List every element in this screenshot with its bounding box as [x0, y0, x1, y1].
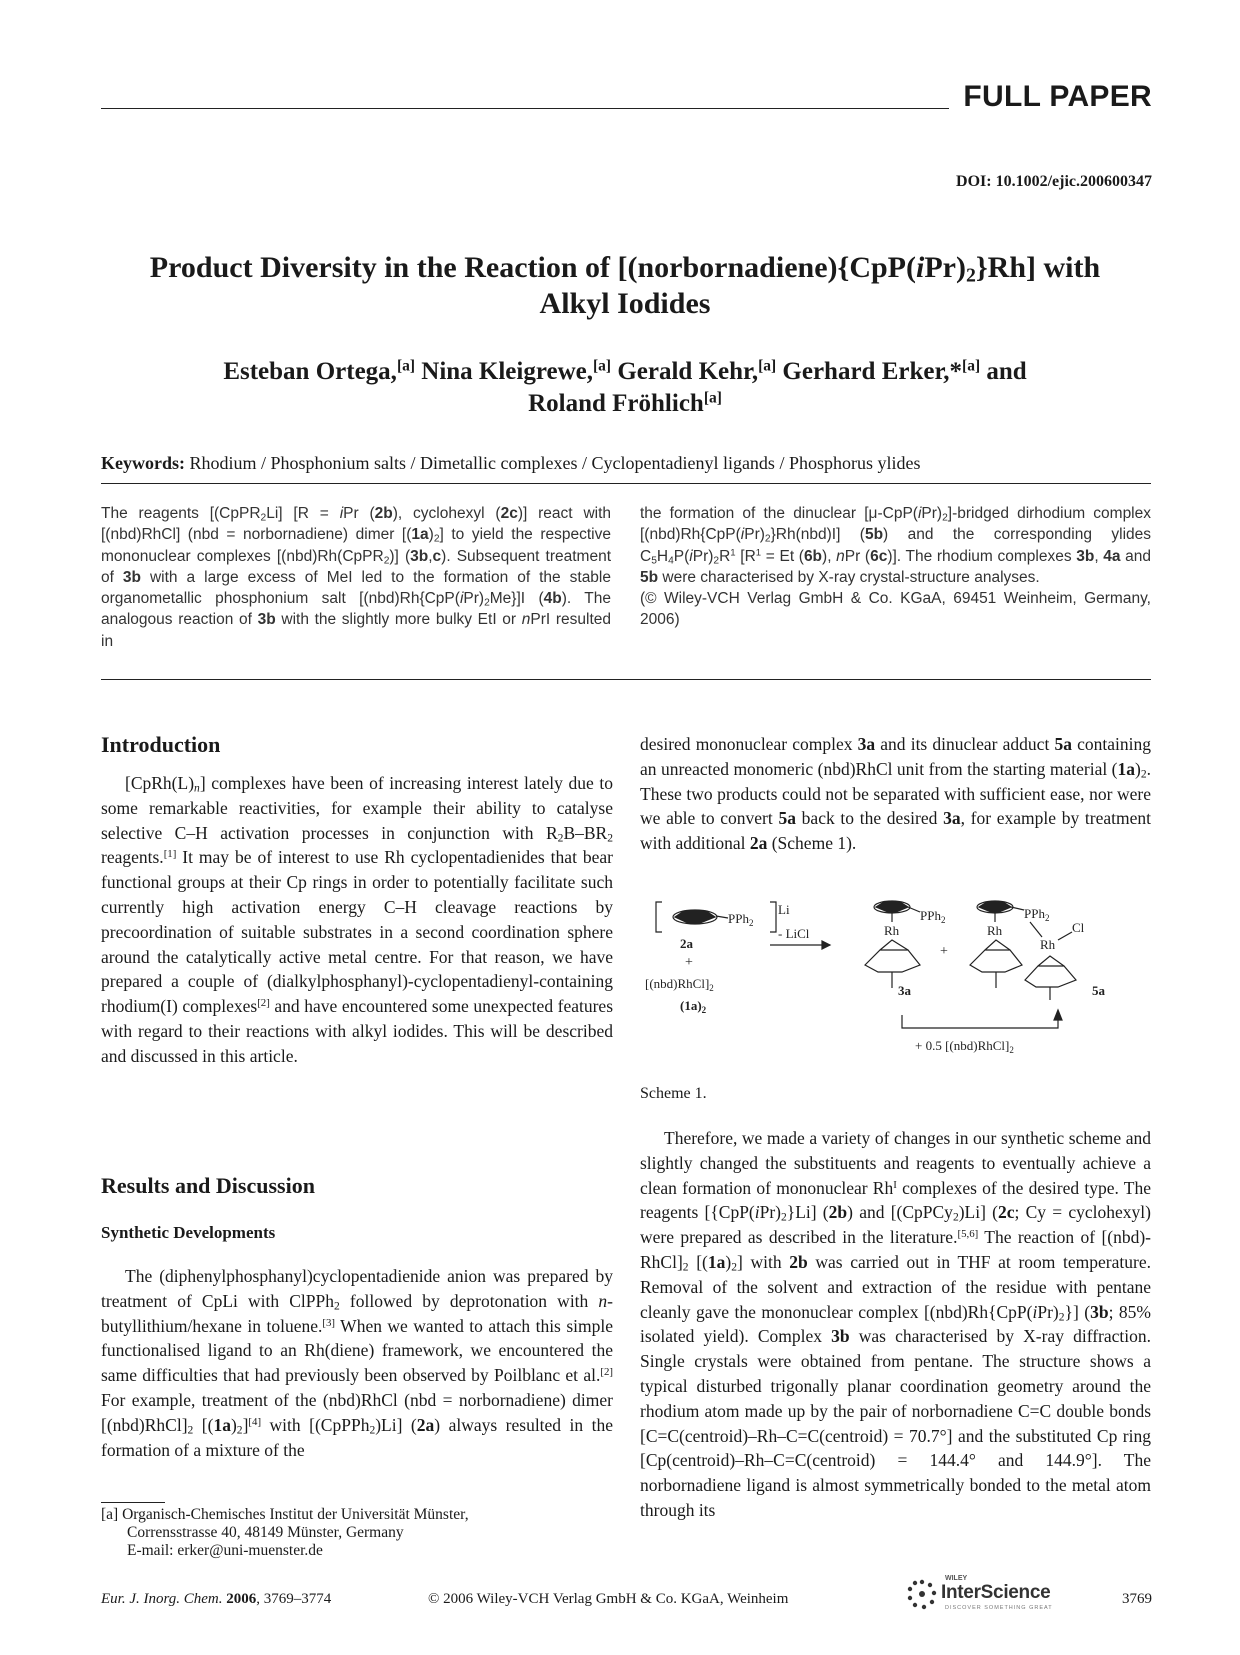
- section-label: FULL PAPER: [963, 80, 1152, 113]
- abstract-rule: [101, 679, 1151, 680]
- footnote-rule: [101, 1502, 165, 1503]
- pph2-label: PPh: [728, 911, 749, 926]
- keywords: [101, 453, 1151, 474]
- abstract-copyright: (© Wiley-VCH Verlag GmbH & Co. KGaA, 69451 Weinheim, Germany, 2006): [640, 590, 1151, 629]
- synthetic-heading: Synthetic Developments: [101, 1223, 276, 1242]
- interscience-logo: WILEY InterScience DISCOVER SOMETHING GREAT: [905, 1576, 1055, 1616]
- page-number: 3769: [1122, 1591, 1152, 1607]
- keywords-label: Keywords:: [101, 453, 185, 473]
- rh-label-3a: Rh: [884, 923, 900, 938]
- plus-2: +: [940, 944, 948, 959]
- abstract-right: the formation of the dinuclear $[\mu-CpP(iPr)_2]$-bridged dirhodium complex $[(nbd)Rh\{CpP(iPr)_2\}Rh(nbd)I]$ (5b) and the corresponding ylides $C_5H_4P(iPr)_2R^1$ [$R^1 = Et$ (6b), nPr (6c)]. The rhodium complexes 3b, 4a and 5b were characterised by X-ray crystal-structure analyses. (© Wiley-VCH Verlag GmbH & Co. KGaA, 69451 Weinheim, Germany, 2006): [640, 505, 1152, 629]
- right-paragraph-1: desired mononuclear complex 3a and its dinuclear adduct 5a containing an unreacted monomeric (nbd)RhCl unit from the starting material $(1a)_2$. These two products could not be separated with sufficient ease, nor were we able to convert 5a back to the desired 3a, for example by treatment with additional 2a (Scheme 1).: [640, 734, 1152, 854]
- intro-paragraph: $[CpRh(L)_n]$ complexes have been of increasing interest lately due to some remarkable reactivities, for example their ability to catalyse selective C–H activation processes in conjunction with $R_2B-BR_2$ reagents.[1] It may be of interest to use Rh cyclopentadienides that bear functional groups at their Cp rings in order to potentially facilitate such currently high activation energy C–H cleavage reactions by precoordination of suitable substrates in a second coordination sphere around the catalytically active metal centre. For that reason, we have prepared a couple of (dialkylphosphanyl)-cyclopentadienyl-containing rhodium(I) complexes[2] and have encountered some unexpected features with regard to their reactions with alkyl iodides. This will be described and discussed in this article.: [101, 773, 614, 1066]
- svg-text:+ 0.5 [(nbd)RhCl]2: + 0.5 $[(nbd)RhCl]_2$: [915, 1038, 1014, 1055]
- right-paragraph-2: Therefore, we made a variety of changes in our synthetic scheme and slightly changed the substituents and reagents to eventually achieve a clean formation of mononuclear $Rh^I$ complexes of the desired type. The reagents $[\{CpP(iPr)_2\}Li]$ (2b) and [(CpPCy$_2$)Li] (2c; Cy = cyclohexyl) were prepared as described in the literature.[5,6] The reaction of $[(nbd)-RhCl]_2$ $[(1a)_2]$ with 2b was carried out in THF at room temperature. Removal of the solvent and extraction of the residue with pentane cleanly gave the mononuclear complex $[(nbd)Rh\{CpP(iPr)_2\}]$ (3b; 85% isolated yield). Complex 3b was characterised by X-ray diffraction. Single crystals were obtained from pentane. The structure shows a typical disturbed trigonally planar coordination geometry around the rhodium atom made up by the pair of norbornadiene C=C double bonds [C=C(centroid)–Rh–C=C(centroid) = 70.7°] and the substituted Cp ring [Cp(centroid)–Rh–C=C(centroid) = 144.4° and 144.9°]. The norbornadiene ligand is almost symmetrically bonded to the metal atom through its: [640, 1128, 1152, 1520]
- abstract-left: The reagents [(CpPR$_2$Li] [R = iPr (2b), cyclohexyl (2c)] react with [(nbd)RhCl] (nbd = norbornadiene) dimer $[(1a)_2]$ to yield the respective mononuclear complexes [(nbd)Rh(CpPR$_2$)] (3b,c). Subsequent treatment of 3b with a large excess of MeI led to the formation of the stable organometallic phosphonium salt $[(nbd)Rh\{CpP(iPr)_2Me\}]I$ (4b). The analogous reaction of 3b with the slightly more bulky EtI or nPrI resulted in: [101, 505, 612, 650]
- svg-text:(1a)2: $(1a)_2$: [680, 998, 707, 1015]
- globe-icon: [905, 1578, 939, 1612]
- scheme-caption: Scheme 1.: [640, 1085, 707, 1102]
- conversion-arrow: [902, 1010, 1062, 1028]
- reagent-2a-structure: [656, 902, 790, 932]
- article-title: Product Diversity in the Reaction of $[(norbornadiene)\{CpP(iPr)_2\}Rh]$ with Alkyl Iodides: [149, 251, 1101, 320]
- rh-label-5a-2: Rh: [1040, 937, 1056, 952]
- label-2a: 2a: [680, 936, 693, 951]
- intro-heading: Introduction: [101, 732, 221, 757]
- svg-text:PPh2: PPh$_2$: [728, 911, 754, 928]
- header-rule: [101, 108, 949, 109]
- doi: DOI: 10.1002/ejic.200600347: [956, 173, 1152, 190]
- synthetic-paragraph: The (diphenylphosphanyl)cyclopentadienide anion was prepared by treatment of CpLi with ClPPh$_2$ followed by deprotonation with n-butyllithium/hexane in toluene.[3] When we wanted to attach this simple functionalised ligand to an Rh(diene) framework, we encountered the same difficulties that had previously been observed by Poilblanc et al.[2] For example, treatment of the (nbd)RhCl (nbd = norbornadiene) dimer $[(nbd)RhCl]_2$ $[(1a)_2][4]$ with [(CpPPh$_2$)Li] (2a) always resulted in the formation of a mixture of the: [101, 1266, 614, 1460]
- reaction-arrow: [770, 941, 830, 949]
- svg-text:PPh2: PPh$_2$: [920, 908, 946, 925]
- journal-citation: Eur. J. Inorg. Chem. 2006, 3769–3774: [101, 1591, 332, 1607]
- label-1a: (1a): [680, 998, 702, 1013]
- svg-text:[(nbd)RhCl]2: $[(nbd)RhCl]_2$: [645, 976, 714, 993]
- affiliation-footnote: [a] Organisch-Chemisches Institut der Universität Münster, Corrensstrasse 40, 48149 Münster, Germany E-mail: erker@uni-muenster.de: [101, 1506, 601, 1560]
- footer-copyright: © 2006 Wiley-VCH Verlag GmbH & Co. KGaA, Weinheim: [428, 1591, 789, 1607]
- label-3a: 3a: [898, 983, 911, 998]
- authors: Esteban Ortega,[a] Nina Kleigrewe,[a] Gerald Kehr,[a] Gerhard Erker,*[a] and Roland Fröhlich[a]: [223, 357, 1027, 417]
- product-3a-structure: [865, 901, 945, 988]
- label-5a: 5a: [1092, 983, 1105, 998]
- conversion-label: + 0.5 [(nbd)RhCl]: [915, 1038, 1010, 1053]
- rh-label-5a-1: Rh: [987, 923, 1003, 938]
- results-heading: Results and Discussion: [101, 1173, 315, 1198]
- reagent-label: [(nbd)RhCl]: [645, 976, 710, 991]
- product-5a-structure: [970, 901, 1085, 1000]
- cp-ring-icon: [673, 910, 717, 924]
- scheme-1: [640, 890, 1150, 1065]
- plus-1: +: [685, 955, 693, 970]
- svg-text:PPh2: PPh$_2$: [1024, 906, 1050, 923]
- li-label: Li: [778, 902, 790, 917]
- keywords-rule: [101, 483, 1151, 484]
- cl-label: Cl: [1072, 920, 1085, 935]
- keywords-list: Rhodium / Phosphonium salts / Dimetallic complexes / Cyclopentadienyl ligands / Phosphorus ylides: [189, 453, 921, 473]
- contact-email: E-mail: erker@uni-muenster.de: [127, 1542, 323, 1559]
- arrow-label: - LiCl: [778, 926, 810, 941]
